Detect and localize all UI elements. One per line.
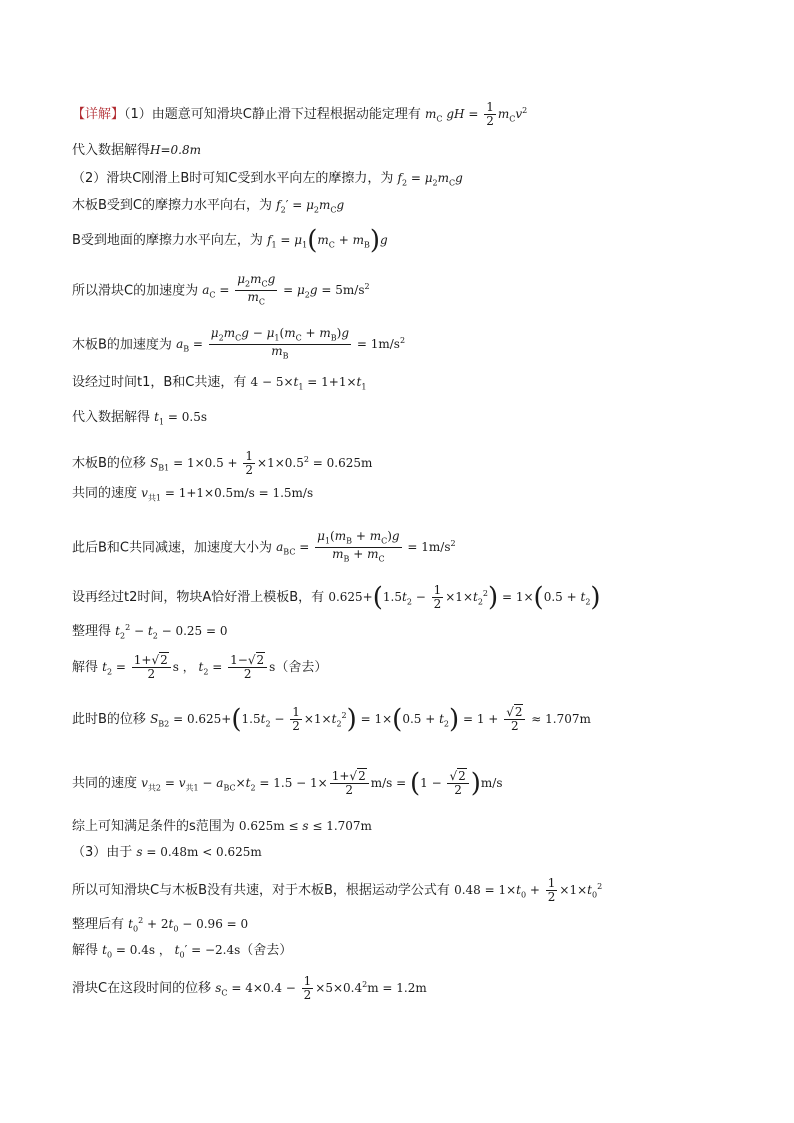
line-2 xyxy=(72,141,201,160)
line-1-text: （1）由题意可知滑块C静止滑下过程根据动能定理有 xyxy=(124,107,421,122)
line-14 xyxy=(72,619,228,645)
line-8-formula: $4 - 5\times t_1 = 1+1\times t_1$ xyxy=(250,375,367,392)
line-5-formula: $f_1 = \mu_1(m_C + m_B)g$ xyxy=(267,225,388,256)
line-18 xyxy=(72,817,372,836)
line-22-text: 解得 xyxy=(72,943,99,958)
line-17 xyxy=(72,770,503,797)
line-12-formula: $a_{BC}$ = $\frac{\mu_1(m_B + m_C)g}{m_B + m_C}$ = $1m/s^2$ xyxy=(276,529,456,564)
detail-tag: 【详解】 xyxy=(72,107,125,122)
line-17-text: 共同的速度 xyxy=(72,776,138,791)
line-16 xyxy=(72,706,591,733)
line-20-formula: $0.48 = 1\times t_0$ + $\frac{1}{2}$ $\times 1\times t_0^2$ xyxy=(454,876,603,904)
line-20-text: 所以可知滑块C与木板B没有共速，对于木板B，根据运动学公式有 xyxy=(72,883,450,898)
line-1-formula: $m_C$ gH = $\frac{1}{2}$ $m_Cv^2$ xyxy=(425,100,528,128)
line-2-formula: H=0.8m xyxy=(150,143,201,157)
line-3-text: （2）滑块C刚滑上B时可知C受到水平向左的摩擦力，为 xyxy=(72,171,394,186)
line-2-text: 代入数据解得 xyxy=(72,143,151,158)
line-15 xyxy=(72,654,327,681)
line-15-text: 解得 xyxy=(72,660,99,675)
line-4-text: 木板B受到C的摩擦力水平向右，为 xyxy=(72,198,272,213)
line-16-formula: $S_{B2} = 0.625+(1.5t_2$ − $\frac{1}{2}$ $\times 1\times t_2^2) = 1\times(0.5 + t_2) = 1$ + $\frac{√2}{2}$ ≈ 1.707m xyxy=(150,704,591,735)
line-23-text: 滑块C在这段时间的位移 xyxy=(72,981,212,996)
line-12-text: 此后B和C共同减速，加速度大小为 xyxy=(72,540,272,556)
line-14-text: 整理得 xyxy=(72,624,112,639)
line-21-text: 整理后有 xyxy=(72,917,125,932)
line-20 xyxy=(72,877,602,904)
line-9-text: 代入数据解得 xyxy=(72,410,151,425)
line-3-formula: $f_2 = \mu_2m_Cg$ xyxy=(397,171,463,188)
line-13-formula: $0.625+(1.5t_2$ − $\frac{1}{2}$ $\times 1\times t_2^2) = 1\times(0.5 + t_2)$ xyxy=(328,582,601,613)
line-15-note: （舍去） xyxy=(275,660,328,675)
line-6 xyxy=(72,273,370,309)
line-10-text: 木板B的位移 xyxy=(72,456,146,471)
line-17-formula: $v_{共2} = v_{共1} - a_{BC}\times t_2 = 1.5 - 1\times$ $\frac{1+√2}{2}$ m/s = (1 − $\frac{√2}{2}$ )m/s xyxy=(141,768,503,799)
line-22-formula: $t_0 = 0.4s$ ， $t_0' = -2.4s$ xyxy=(102,943,241,960)
line-4-formula: $f_2' = \mu_2m_Cg$ xyxy=(276,198,345,215)
line-11-formula: $v_{共1} = 1+1\times 0.5m/s = 1.5m/s$ xyxy=(141,486,314,503)
line-21-formula: $t_0^2 + 2t_0 - 0.96 = 0$ xyxy=(128,916,249,934)
line-11-text: 共同的速度 xyxy=(72,486,138,501)
line-19 xyxy=(72,843,262,862)
line-12 xyxy=(72,530,456,566)
line-7-formula: $a_B$ = $\frac{\mu_2m_Cg - \mu_1(m_C + m_B)g}{m_B}$ = $1m/s^2$ xyxy=(176,326,406,361)
line-6-text: 所以滑块C的加速度为 xyxy=(72,283,199,299)
line-4 xyxy=(72,196,344,219)
line-10 xyxy=(72,450,372,477)
line-5-text: B受到地面的摩擦力水平向左，为 xyxy=(72,233,263,248)
line-13 xyxy=(72,584,601,611)
line-3 xyxy=(72,169,463,192)
line-19-text: （3）由于 xyxy=(72,845,133,860)
line-9-formula: $t_1 = 0.5s$ xyxy=(154,410,208,427)
line-6-formula: $a_C$ = $\frac{\mu_2m_Cg}{m_C}$ = $\mu_2g = 5m/s^2$ xyxy=(202,272,370,307)
line-11 xyxy=(72,484,313,507)
line-22 xyxy=(72,941,292,964)
line-18-formula: 0.625m ≤ s ≤ 1.707m xyxy=(238,819,372,833)
line-13-text: 设再经过t2时间，物块A恰好滑上模板B，有 xyxy=(72,590,325,605)
line-15-formula: $t_2$ = $\frac{1+√2}{2}$ s ， $t_2$ = $\frac{1-√2}{2}$ s xyxy=(102,653,276,681)
line-14-formula: $t_2^2 - t_2 - 0.25 = 0$ xyxy=(115,623,228,641)
line-8-text: 设经过时间t1，B和C共速，有 xyxy=(72,375,247,390)
line-8 xyxy=(72,373,366,396)
line-22-note: （舍去） xyxy=(240,943,293,958)
line-9 xyxy=(72,408,207,431)
line-21 xyxy=(72,912,248,938)
line-7-text: 木板B的加速度为 xyxy=(72,337,172,353)
line-16-text: 此时B的位移 xyxy=(72,712,146,727)
line-10-formula: $S_{B1} = 1\times 0.5$ + $\frac{1}{2}$ $\times 1\times 0.5^2 = 0.625m$ xyxy=(150,449,373,477)
line-5 xyxy=(72,225,388,256)
line-1 xyxy=(72,101,527,128)
line-23 xyxy=(72,975,427,1002)
line-7 xyxy=(72,327,405,363)
line-23-formula: $s_C = 4\times 0.4$ − $\frac{1}{2}$ $\times 5\times 0.4^2m = 1.2m$ xyxy=(215,974,427,1002)
line-19-formula: s = 0.48m < 0.625m xyxy=(136,845,262,859)
line-18-text: 综上可知满足条件的s范围为 xyxy=(72,819,235,834)
